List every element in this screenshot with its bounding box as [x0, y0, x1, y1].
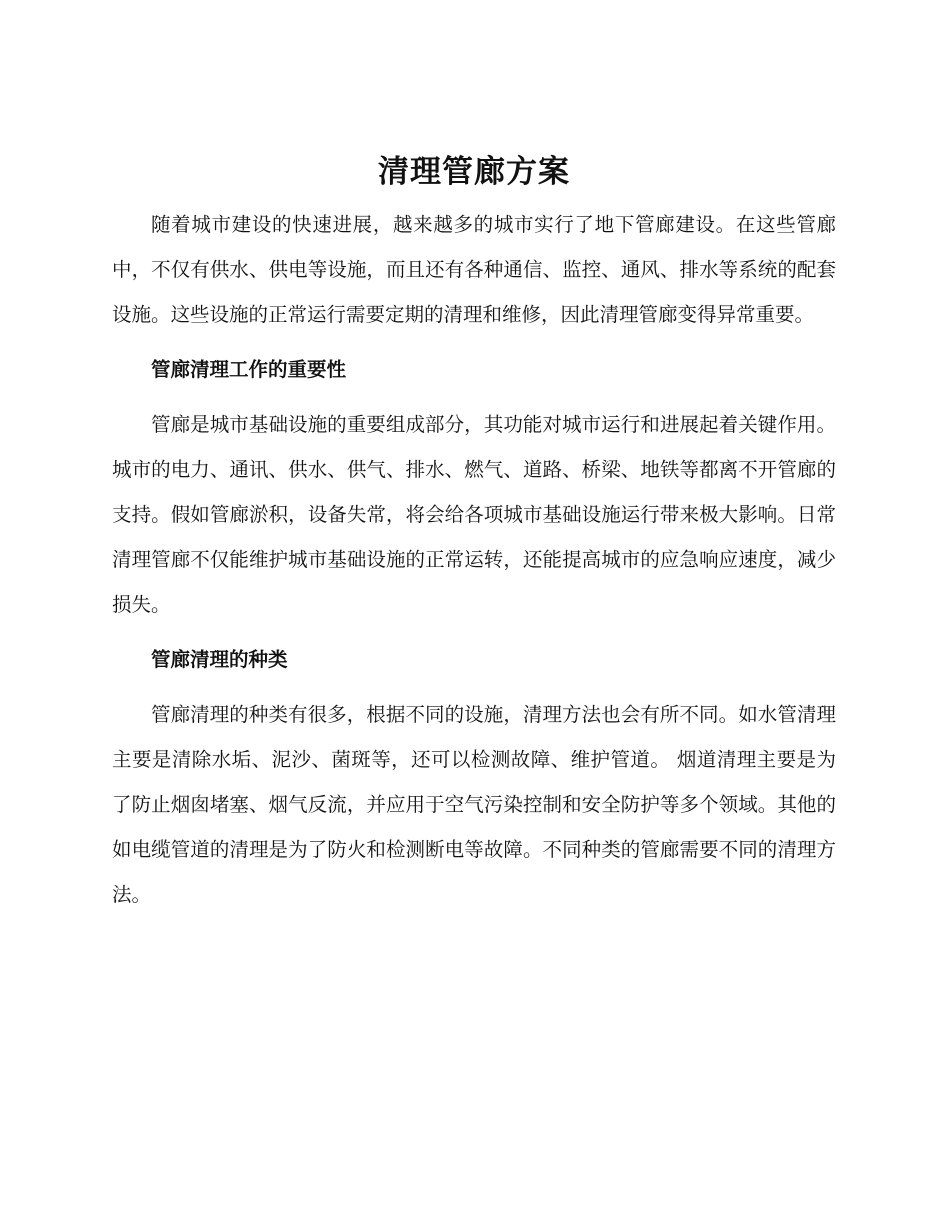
page-title: 清理管廊方案	[378, 154, 570, 190]
section-paragraph-importance: 管廊是城市基础设施的重要组成部分，其功能对城市运行和进展起着关键作用。城市的电力、通讯、供水、供气、排水、燃气、道路、桥梁、地铁等都离不开管廊的支持。假如管廊淤积，设备失常，将会给各项城市基础设施运行带来极大影响。日常清理管廊不仅能维护城市基础设施的正常运转，还能提高城市的应急响应速度，减少损失。	[112, 413, 836, 616]
section-importance	[112, 347, 836, 627]
section-types	[112, 637, 836, 917]
intro-paragraph: 随着城市建设的快速进展，越来越多的城市实行了地下管廊建设。在这些管廊中，不仅有供水、供电等设施，而且还有各种通信、监控、通风、排水等系统的配套设施。这些设施的正常运行需要定期的清理和维修，因此清理管廊变得异常重要。	[112, 213, 836, 326]
section-heading-types: 管廊清理的种类	[151, 648, 288, 671]
section-paragraph-types: 管廊清理的种类有很多，根据不同的设施，清理方法也会有所不同。如水管清理主要是清除水垢、泥沙、菌斑等，还可以检测故障、维护管道。 烟道清理主要是为了防止烟囱堵塞、烟气反流，并应用于空气污染控制和安全防护等多个领域。其他的如电缆管道的清理是为了防火和检测断电等故障。不同种类的管廊需要不同的清理方法。	[112, 703, 836, 906]
section-heading-importance: 管廊清理工作的重要性	[151, 358, 347, 381]
document-body	[112, 150, 836, 917]
